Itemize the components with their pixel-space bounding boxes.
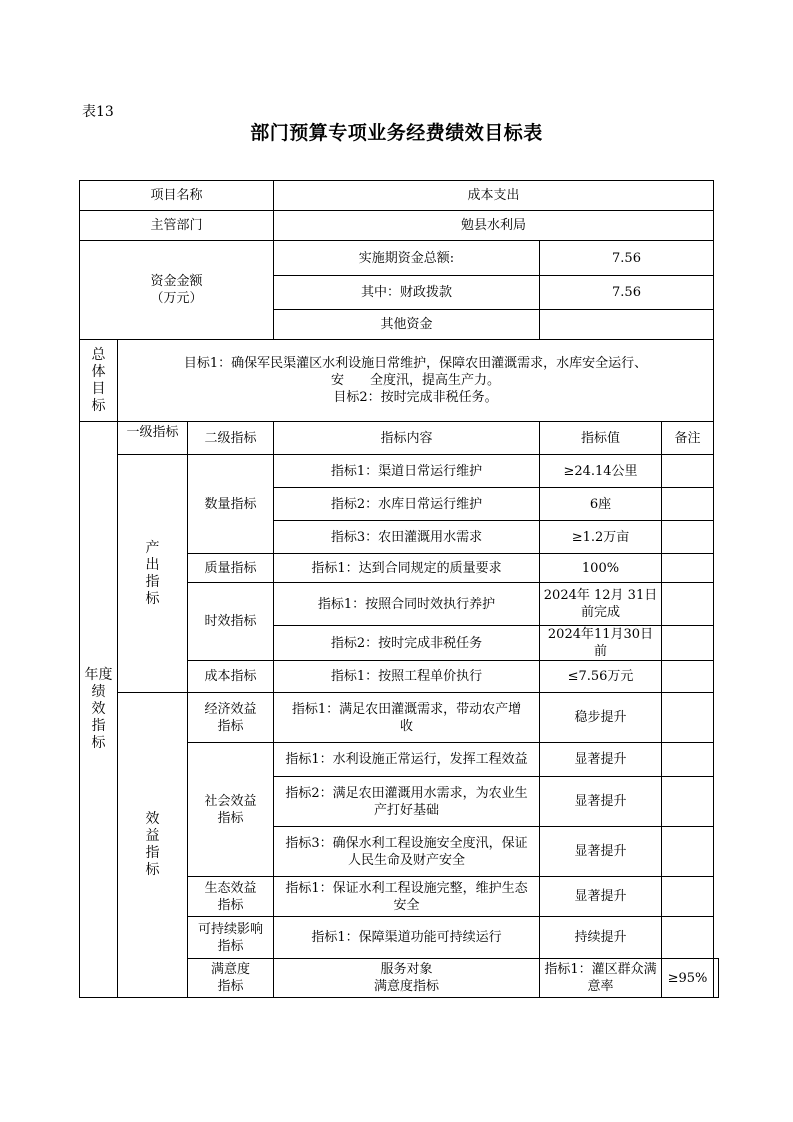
benefit-char-2: 益 (145, 828, 160, 844)
social-value-1: 显著提升 (540, 743, 662, 777)
annual-char-2: 绩 (91, 684, 106, 700)
funds-label-line1: 资金金额 (150, 274, 203, 289)
funds-total-row (80, 241, 719, 276)
note-cell (662, 777, 714, 827)
social-indicator-label (188, 743, 274, 877)
annual-char-1: 年度 (84, 667, 113, 683)
overall-char-2: 体 (91, 363, 106, 380)
col-level1-header (118, 422, 188, 455)
ecological-label-line2: 指标 (217, 897, 244, 913)
quantity-content-2: 指标2：水库日常运行维护 (274, 488, 540, 521)
note-cell (662, 827, 714, 877)
col-level1-text: 一级指标 (126, 425, 179, 439)
economic-label-line1: 经济效益 (204, 701, 257, 717)
satisfaction-sub-line2: 满意度指标 (373, 979, 439, 994)
economic-label-line2: 指标 (217, 718, 244, 734)
annual-char-5: 标 (91, 735, 106, 751)
page-title: 部门预算专项业务经费绩效目标表 (250, 122, 543, 144)
ecological-label-line1: 生态效益 (204, 880, 257, 896)
ecological-content (274, 877, 540, 917)
timeliness-value-1-line2: 前完成 (580, 605, 620, 620)
note-cell (662, 554, 714, 583)
note-cell (662, 917, 714, 959)
funds-total-value: 7.56 (540, 241, 714, 276)
performance-target-table (79, 180, 719, 998)
quality-value: 100% (540, 554, 662, 583)
social-label-line1: 社会效益 (204, 793, 257, 809)
sustainable-value: 持续提升 (540, 917, 662, 959)
overall-char-3: 目 (91, 380, 106, 397)
social-content-1: 指标1：水利设施正常运行，发挥工程效益 (274, 743, 540, 777)
economic-content-line1: 指标1：满足农田灌溉需求，带动农产增 (291, 701, 522, 717)
goal2: 目标2：按时完成非税任务。 (333, 390, 498, 405)
department-value: 勉县水利局 (274, 211, 714, 241)
social-value-3: 显著提升 (540, 827, 662, 877)
sustainable-label-line2: 指标 (217, 938, 244, 954)
timeliness-indicator-label: 时效指标 (188, 583, 274, 661)
col-level2-header: 二级指标 (188, 422, 274, 455)
social-content-3 (274, 827, 540, 877)
ecological-value: 显著提升 (540, 877, 662, 917)
overall-char-1: 总 (91, 346, 106, 363)
economic-indicator-label (188, 693, 274, 743)
ecological-content-line1: 指标1：保证水利工程设施完整，维护生态 (285, 880, 528, 896)
cost-indicator-label: 成本指标 (188, 661, 274, 693)
quantity-indicator-label: 数量指标 (188, 455, 274, 554)
satisfaction-content: 指标1：灌区群众满意率 (540, 959, 662, 998)
overall-goal-label (80, 340, 118, 422)
note-cell (662, 743, 714, 777)
note-cell (662, 626, 714, 661)
social-content-2-line2: 产打好基础 (373, 802, 439, 818)
project-name-row (80, 181, 719, 211)
funds-label-line2: （万元） (150, 291, 203, 306)
note-cell (662, 583, 714, 626)
quantity-value-1: ≥24.14公里 (540, 455, 662, 488)
note-cell (662, 877, 714, 917)
economic-content (274, 693, 540, 743)
quality-indicator-label: 质量指标 (188, 554, 274, 583)
cost-content: 指标1：按照工程单价执行 (274, 661, 540, 693)
project-name-label: 项目名称 (80, 181, 274, 211)
social-content-3-line2: 人民生命及财产安全 (347, 852, 465, 868)
indicator-header-row (80, 422, 719, 455)
satisfaction-sub-line1: 服务对象 (380, 962, 433, 977)
output-char-2: 出 (145, 556, 160, 573)
annual-char-3: 效 (91, 701, 106, 717)
output-char-3: 指 (145, 573, 160, 590)
timeliness-value-1 (540, 583, 662, 626)
note-cell (714, 959, 719, 998)
note-cell (662, 661, 714, 693)
social-label-line2: 指标 (217, 810, 244, 826)
timeliness-content-2: 指标2：按时完成非税任务 (274, 626, 540, 661)
sustainable-indicator-label (188, 917, 274, 959)
ecological-indicator-label (188, 877, 274, 917)
social-content-3-line1: 指标3：确保水利工程设施安全度汛，保证 (285, 835, 528, 851)
economic-value: 稳步提升 (540, 693, 662, 743)
timeliness-value-2: 2024年11月30日前 (540, 626, 662, 661)
cost-value: ≤7.56万元 (540, 661, 662, 693)
satisfaction-indicator-label (188, 959, 274, 998)
output-indicator-label (118, 455, 188, 693)
benefit-char-3: 指 (145, 845, 160, 861)
output-char-1: 产 (145, 539, 160, 556)
project-name-value: 成本支出 (274, 181, 714, 211)
annual-label (80, 422, 118, 998)
benefit-char-4: 标 (145, 862, 160, 878)
table-row (80, 693, 719, 743)
col-value-header: 指标值 (540, 422, 662, 455)
sustainable-content: 指标1：保障渠道功能可持续运行 (274, 917, 540, 959)
annual-char-4: 指 (91, 718, 106, 734)
overall-goal-text (118, 340, 714, 422)
goal1-line2: 安 全度汛，提高生产力。 (330, 373, 500, 388)
benefit-char-1: 效 (145, 811, 160, 827)
ecological-content-line2: 安全 (393, 897, 420, 913)
overall-goal-row (80, 340, 719, 422)
timeliness-value-1-line1: 2024年 12月 31日 (543, 588, 658, 603)
benefit-indicator-label (118, 693, 188, 998)
table-row (80, 455, 719, 488)
funds-label (80, 241, 274, 340)
col-note-header: 备注 (662, 422, 714, 455)
funds-other-label: 其他资金 (274, 310, 540, 340)
funds-fiscal-value: 7.56 (540, 276, 714, 310)
social-content-2-line1: 指标2：满足农田灌溉用水需求，为农业生 (285, 785, 528, 801)
funds-total-label: 实施期资金总额: (274, 241, 540, 276)
department-row (80, 211, 719, 241)
quantity-content-3: 指标3：农田灌溉用水需求 (274, 521, 540, 554)
satisfaction-label-line2: 指标 (217, 979, 244, 994)
col-content-header: 指标内容 (274, 422, 540, 455)
goal1-line1: 目标1：确保军民渠灌区水利设施日常维护，保障农田灌溉需求，水库安全运行、 (183, 356, 648, 371)
social-content-2 (274, 777, 540, 827)
satisfaction-sub-label (274, 959, 540, 998)
satisfaction-value: ≥95% (662, 959, 714, 998)
note-cell (662, 455, 714, 488)
quantity-content-1: 指标1：渠道日常运行维护 (274, 455, 540, 488)
quality-content: 指标1：达到合同规定的质量要求 (274, 554, 540, 583)
quantity-value-2: 6座 (540, 488, 662, 521)
note-cell (662, 693, 714, 743)
sustainable-label-line1: 可持续影响 (197, 921, 263, 937)
quantity-value-3: ≥1.2万亩 (540, 521, 662, 554)
social-value-2: 显著提升 (540, 777, 662, 827)
funds-other-value (540, 310, 714, 340)
economic-content-line2: 收 (399, 718, 413, 734)
overall-char-4: 标 (91, 397, 106, 414)
table-number: 表13 (82, 104, 114, 120)
department-label: 主管部门 (80, 211, 274, 241)
satisfaction-label-line1: 满意度 (210, 962, 250, 977)
note-cell (662, 521, 714, 554)
note-cell (662, 488, 714, 521)
timeliness-content-1: 指标1：按照合同时效执行养护 (274, 583, 540, 626)
output-char-4: 标 (145, 590, 160, 607)
funds-fiscal-label: 其中：财政拨款 (274, 276, 540, 310)
